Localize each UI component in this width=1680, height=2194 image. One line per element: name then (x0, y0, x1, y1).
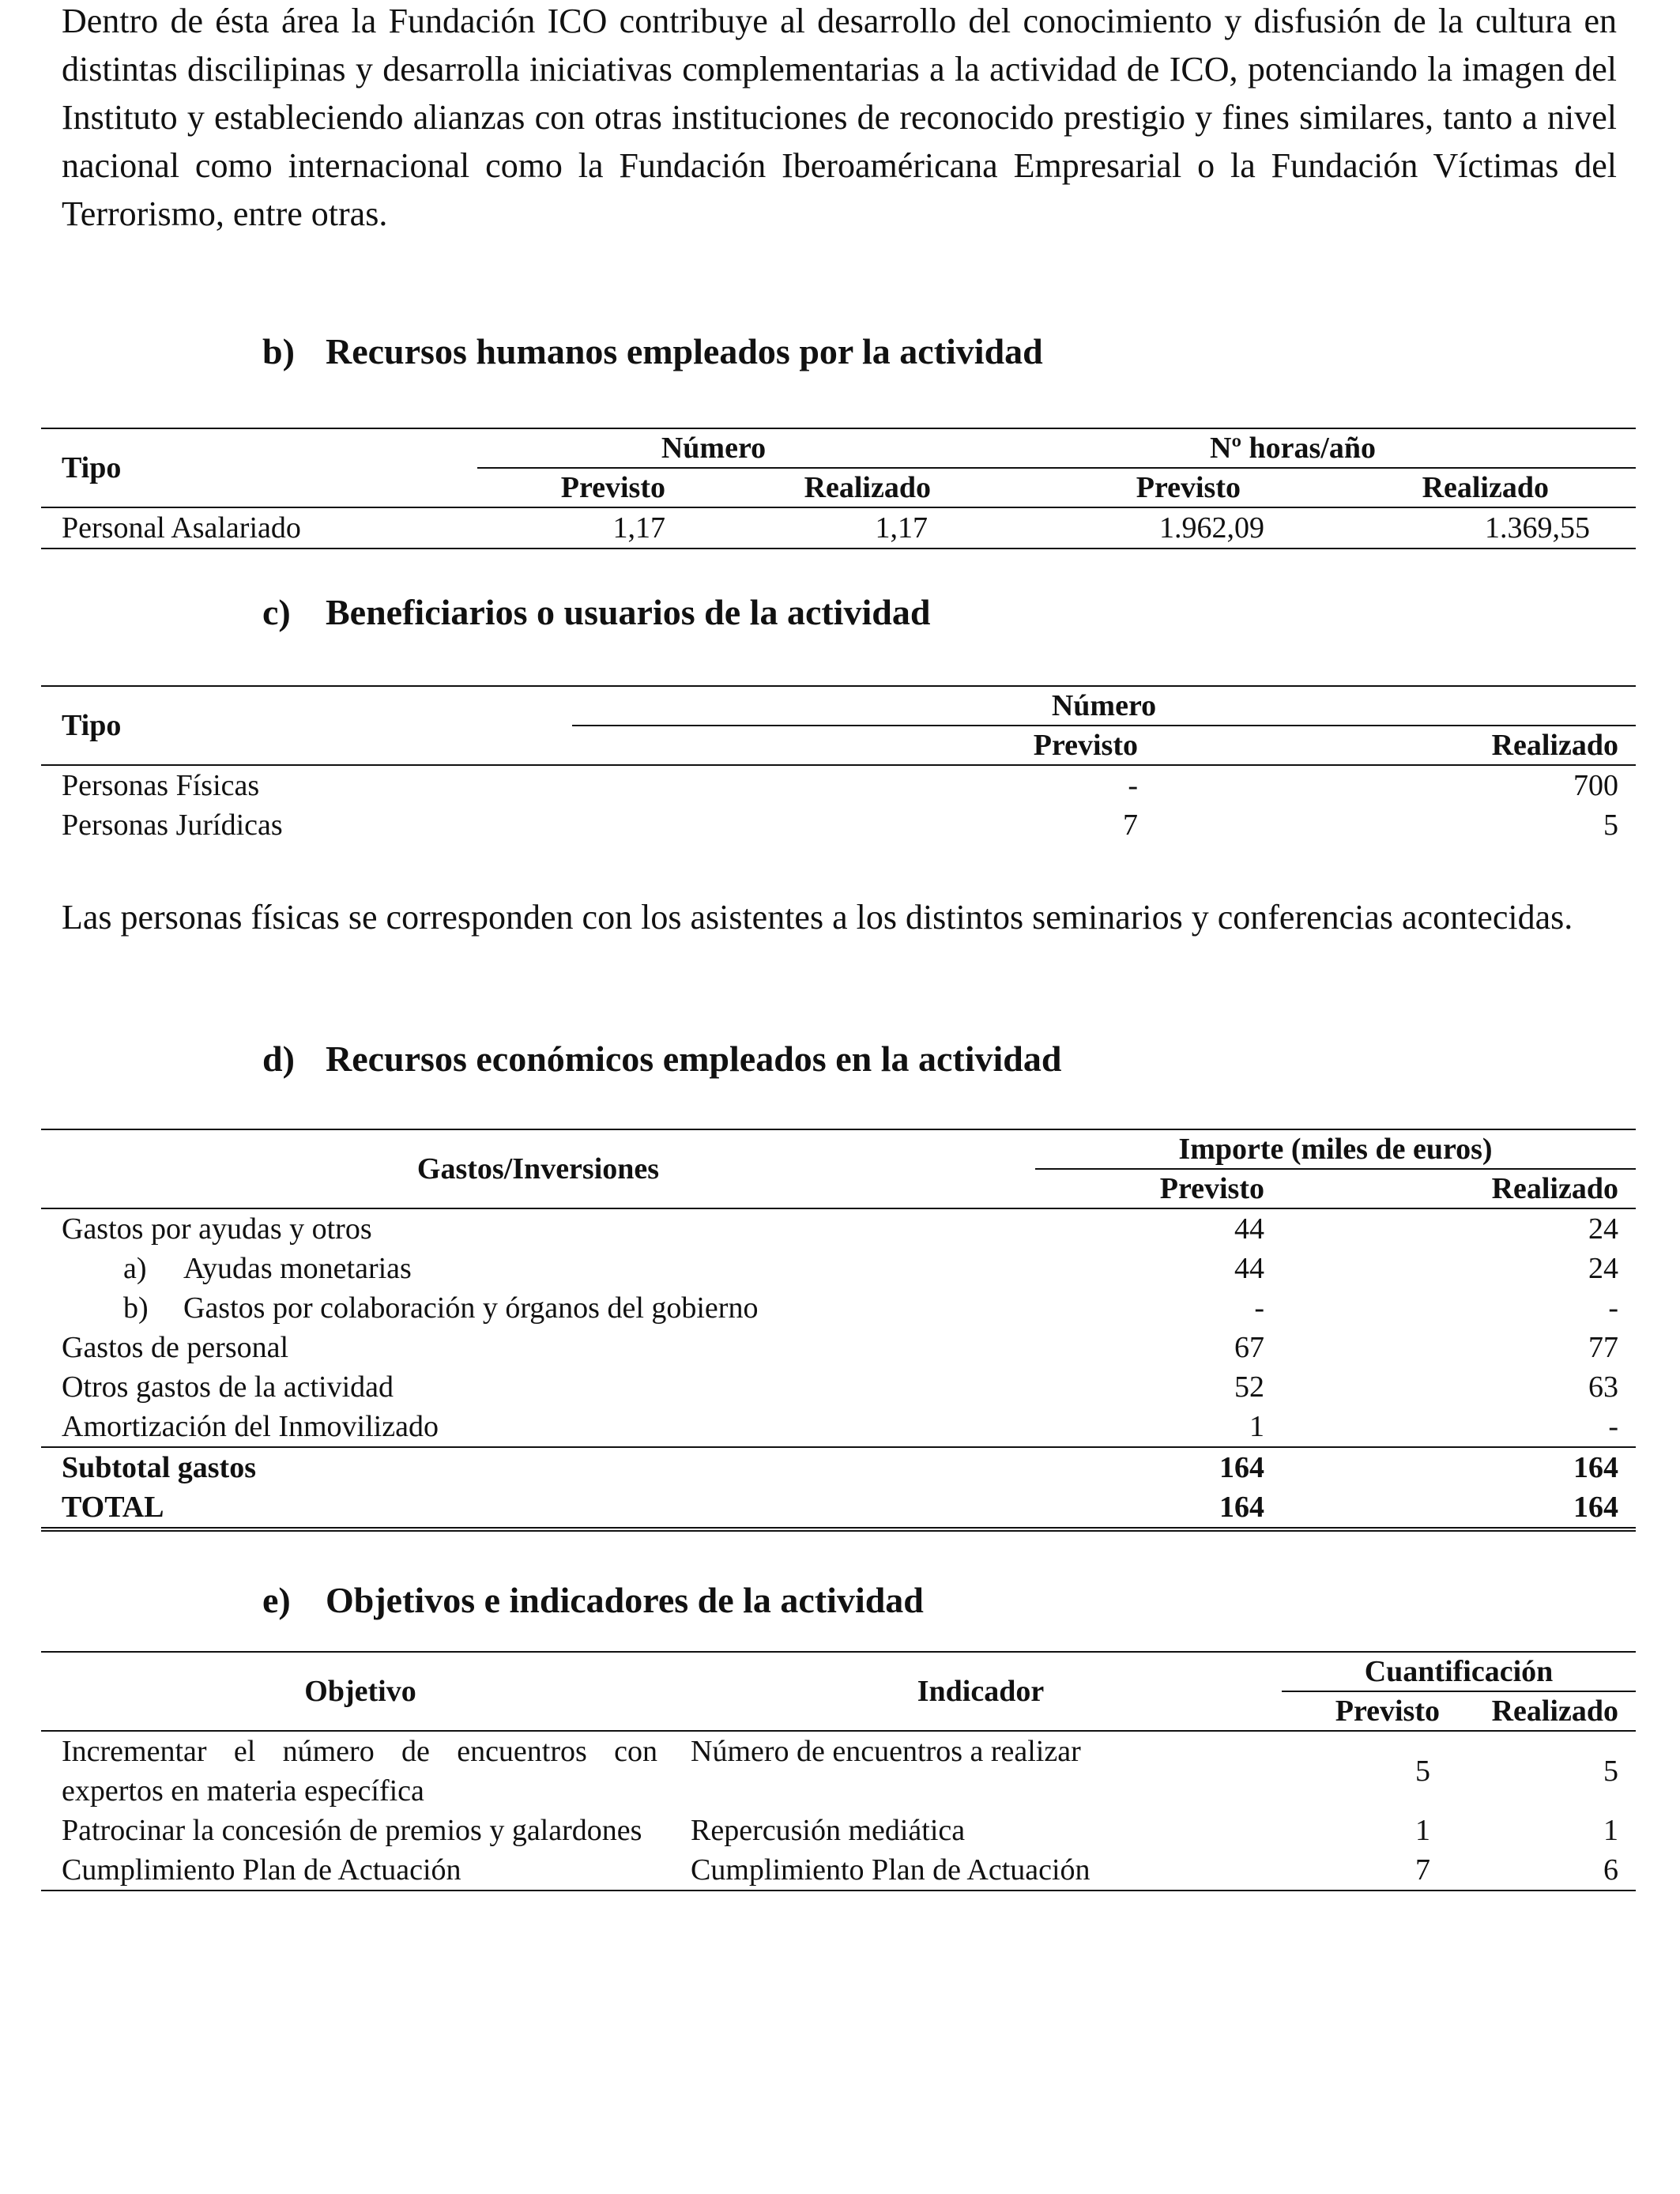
subtotal-previsto: 164 (1219, 1451, 1264, 1484)
row-tipo: Personas Jurídicas (62, 809, 283, 842)
row-previsto: 5 (1415, 1755, 1430, 1788)
row-realizado: 63 (1588, 1370, 1618, 1404)
col-realizado-header: Realizado (1491, 1695, 1618, 1728)
row-previsto: - (1254, 1291, 1264, 1325)
row-tipo: Personas Físicas (62, 769, 260, 802)
section-e-heading (262, 1579, 924, 1621)
row-realizado: 700 (1573, 769, 1618, 802)
row-objetivo: Cumplimiento Plan de Actuación (62, 1853, 461, 1887)
section-d-heading (262, 1038, 1061, 1080)
table-row (41, 805, 1636, 845)
row-previsto: - (1128, 769, 1138, 802)
row-label: Gastos por ayudas y otros (62, 1212, 372, 1246)
table-row (41, 1328, 1636, 1367)
row-realizado: 5 (1603, 1755, 1618, 1788)
table-row (41, 765, 1636, 805)
row-previsto: 52 (1234, 1370, 1264, 1404)
row-label: Amortización del Inmovilizado (62, 1410, 439, 1443)
section-b-heading (262, 330, 1043, 372)
row-horas-realizado: 1.369,55 (1485, 511, 1590, 545)
table-row (41, 507, 1636, 548)
section-c-title: Beneficiarios o usuarios de la actividad (326, 592, 931, 632)
section-c-heading (262, 591, 930, 633)
row-realizado: 24 (1588, 1212, 1618, 1246)
row-objetivo: Incrementar el número de encuentros con expertos en materia específica (62, 1735, 657, 1808)
col-previsto-header: Previsto (560, 471, 665, 504)
table-row (41, 1249, 1636, 1288)
row-previsto: 7 (1415, 1853, 1430, 1887)
row-realizado: 24 (1588, 1252, 1618, 1285)
group-cuantificacion-header: Cuantificación (1282, 1652, 1636, 1691)
col-previsto-header: Previsto (1136, 471, 1241, 504)
row-label: Ayudas monetarias (183, 1252, 412, 1285)
row-sub-letter: b) (123, 1291, 149, 1325)
row-realizado: 6 (1603, 1853, 1618, 1887)
section-b-letter: b) (262, 331, 295, 371)
group-importe-header: Importe (miles de euros) (1035, 1129, 1636, 1169)
total-row (41, 1487, 1636, 1529)
col-realizado-header: Realizado (1422, 471, 1549, 504)
col-tipo-header: Tipo (41, 686, 572, 765)
objectives-table (41, 1651, 1636, 1891)
row-previsto: 1 (1415, 1814, 1430, 1847)
row-realizado: - (1608, 1410, 1618, 1443)
table-row (41, 1367, 1636, 1407)
group-numero-header: Número (477, 428, 950, 468)
col-realizado-header: Realizado (1491, 729, 1618, 762)
col-objetivo-header: Objetivo (41, 1652, 680, 1731)
row-label: Otros gastos de la actividad (62, 1370, 394, 1404)
row-label: Gastos por colaboración y órganos del gobierno (183, 1291, 759, 1325)
row-realizado: 5 (1603, 809, 1618, 842)
section-b-title: Recursos humanos empleados por la actividad (326, 331, 1043, 371)
section-e-title: Objetivos e indicadores de la actividad (326, 1580, 924, 1620)
col-gastos-header: Gastos/Inversiones (41, 1129, 1035, 1208)
col-previsto-header: Previsto (1335, 1695, 1440, 1728)
col-previsto-header: Previsto (1033, 729, 1138, 762)
note-paragraph: Las personas físicas se corresponden con los asistentes a los distintos seminarios y conferencias acontecidas. (62, 898, 1573, 937)
subtotal-label: Subtotal gastos (62, 1451, 256, 1484)
table-row (41, 1208, 1636, 1249)
row-previsto: 7 (1123, 809, 1138, 842)
subtotal-row (41, 1447, 1636, 1487)
group-numero-header: Número (572, 686, 1636, 726)
economic-resources-table (41, 1129, 1636, 1532)
beneficiaries-table (41, 685, 1636, 845)
section-e-letter: e) (262, 1580, 291, 1620)
human-resources-table (41, 428, 1636, 549)
total-realizado: 164 (1573, 1491, 1618, 1524)
row-indicador: Repercusión mediática (691, 1814, 966, 1847)
row-indicador: Cumplimiento Plan de Actuación (691, 1853, 1090, 1887)
row-numero-realizado: 1,17 (875, 511, 928, 545)
row-sub-letter: a) (123, 1252, 147, 1285)
row-previsto: 67 (1234, 1331, 1264, 1364)
intro-paragraph: Dentro de ésta área la Fundación ICO contribuye al desarrollo del conocimiento y disfusión de la cultura en distintas discilipinas y desarrolla iniciativas complementarias a la actividad de ICO, potenciando la imagen del Instituto y estableciendo alianzas con otras instituciones de reconocido prestigio y fines similares, tanto a nivel nacional como internacional como la Fundación Iberoaméricana Empresarial o la Fundación Víctimas del Terrorismo, entre otras. (62, 2, 1617, 233)
row-horas-previsto: 1.962,09 (1159, 511, 1264, 545)
row-realizado: - (1608, 1291, 1618, 1325)
col-indicador-header: Indicador (680, 1652, 1282, 1731)
subtotal-realizado: 164 (1573, 1451, 1618, 1484)
section-d-title: Recursos económicos empleados en la actividad (326, 1039, 1062, 1079)
col-tipo-header: Tipo (41, 428, 477, 507)
row-realizado: 1 (1603, 1814, 1618, 1847)
total-label: TOTAL (62, 1491, 164, 1524)
table-row (41, 1811, 1636, 1850)
col-previsto-header: Previsto (1159, 1172, 1264, 1205)
row-realizado: 77 (1588, 1331, 1618, 1364)
section-c-letter: c) (262, 592, 291, 632)
table-row (41, 1850, 1636, 1891)
row-numero-previsto: 1,17 (612, 511, 665, 545)
row-objetivo: Patrocinar la concesión de premios y galardones (62, 1814, 642, 1847)
table-row (41, 1288, 1636, 1328)
group-horas-header: Nº horas/año (950, 428, 1636, 468)
total-previsto: 164 (1219, 1491, 1264, 1524)
row-previsto: 44 (1234, 1252, 1264, 1285)
row-previsto: 1 (1249, 1410, 1264, 1443)
row-label: Gastos de personal (62, 1331, 289, 1364)
row-tipo: Personal Asalariado (62, 511, 301, 545)
table-row (41, 1731, 1636, 1811)
row-previsto: 44 (1234, 1212, 1264, 1246)
table-row (41, 1407, 1636, 1447)
row-indicador: Número de encuentros a realizar (691, 1735, 1081, 1768)
col-realizado-header: Realizado (804, 471, 931, 504)
col-realizado-header: Realizado (1491, 1172, 1618, 1205)
section-d-letter: d) (262, 1039, 295, 1079)
